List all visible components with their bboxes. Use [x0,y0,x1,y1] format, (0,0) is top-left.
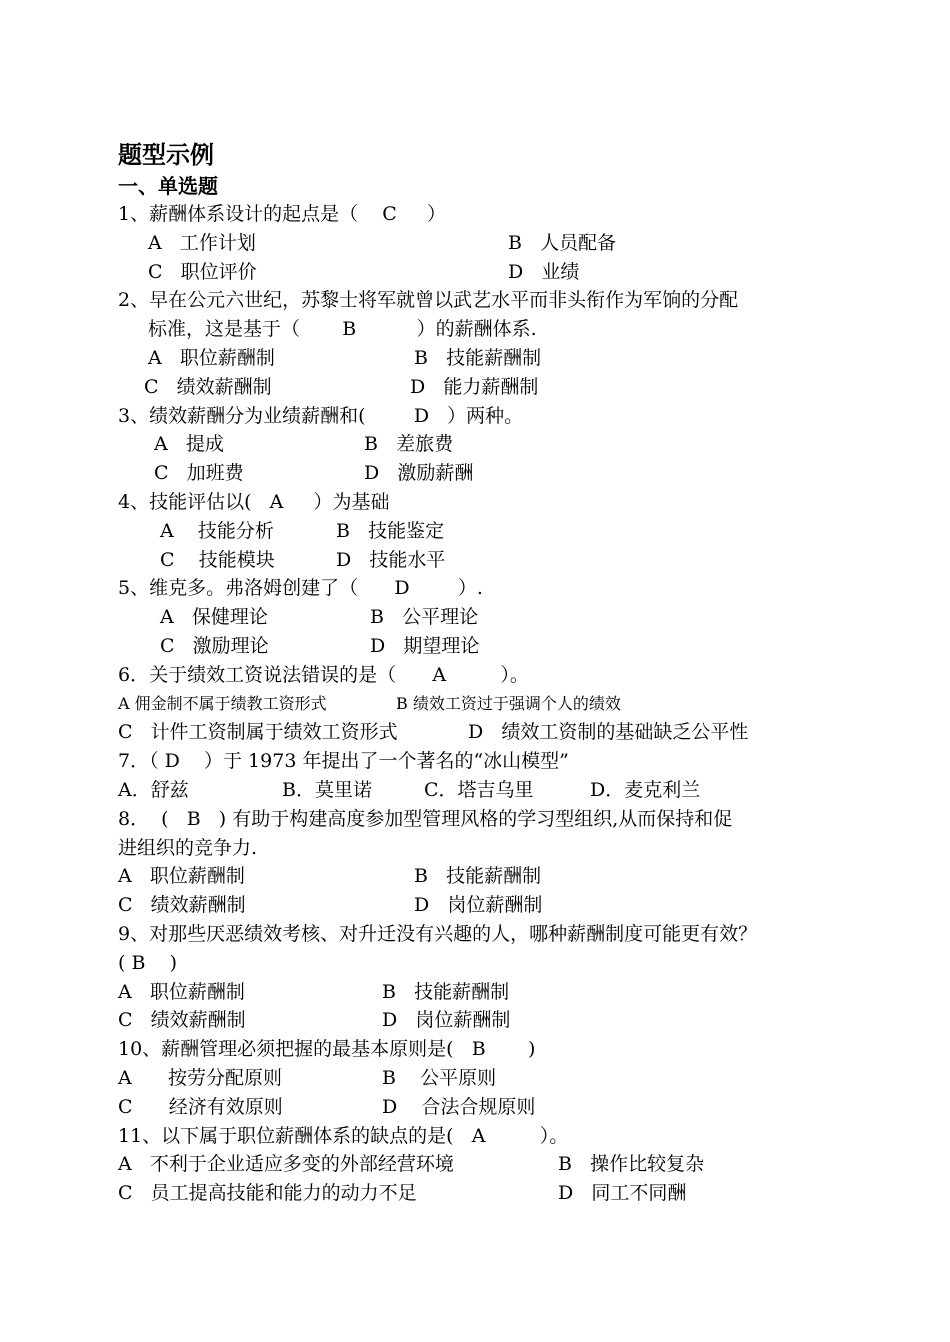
options-row [118,258,878,287]
question-block [118,574,878,660]
question-list [118,200,878,1208]
option-text: B 技能薪酬制 [414,346,542,369]
option-text: D 业绩 [508,260,580,283]
option-text: B 公平原则 [382,1066,497,1089]
options-row [118,603,878,632]
options-row [118,1093,878,1122]
question-block [118,920,878,1035]
option-text: C．塔吉乌里 [424,778,534,801]
option-text: B．莫里诺 [282,778,372,801]
option-text: A 提成 [154,433,224,456]
option-text: A 保健理论 [160,606,268,629]
question-stem: 2、早在公元六世纪，苏黎士将军就曾以武艺水平而非头衔作为军饷的分配 [118,289,739,312]
option-text: C 计件工资制属于绩效工资形式 [118,721,398,744]
option-text: B 人员配备 [508,231,617,254]
option-text: A 职位薪酬制 [148,346,275,369]
option-text: C 职位评价 [148,260,257,283]
option-text: D 激励薪酬 [364,462,474,485]
options-row [118,430,878,459]
option-text: D 绩效工资制的基础缺乏公平性 [468,721,749,744]
option-text: B 技能薪酬制 [382,980,510,1003]
question-block [118,1035,878,1121]
option-text: D．麦克利兰 [590,778,701,801]
option-text: A 职位薪酬制 [118,865,245,888]
options-row [118,344,878,373]
options-row [118,776,878,805]
question-stem: 11、以下属于职位薪酬体系的缺点的是( A ）。 [118,1124,569,1147]
option-text: D 合法合规原则 [382,1095,536,1118]
options-row [118,1064,878,1093]
doc-title: 题型示例 [118,141,214,169]
question-block [118,200,878,286]
option-text: C 技能模块 [160,548,275,571]
option-text: D 技能水平 [336,548,446,571]
question-stem: 5、维克多。弗洛姆创建了（ D ）. [118,577,483,600]
section-heading: 一、单选题 [118,174,218,198]
options-row [118,459,878,488]
option-text: A 佣金制不属于绩教工资形式 [118,693,327,713]
options-row [118,1179,878,1208]
question-stem: 8． ( B ) 有助于构建高度参加型管理风格的学习型组织,从而保持和促 [118,807,733,830]
question-block [118,402,878,488]
option-text: B 操作比较复杂 [558,1153,705,1176]
option-text: A 不利于企业适应多变的外部经营环境 [118,1153,454,1176]
option-text: A．舒兹 [118,778,189,801]
question-stem: 6．关于绩效工资说法错误的是（ A ）。 [118,663,529,686]
question-block [118,286,878,401]
options-row [118,862,878,891]
options-row [118,1150,878,1179]
option-text: D 岗位薪酬制 [414,894,543,917]
option-text: B 绩效工资过于强调个人的绩效 [396,693,621,713]
option-text: C 绩效薪酬制 [118,894,246,917]
question-stem: 7．（ D ）于 1973 年提出了一个著名的“冰山模型” [118,750,569,773]
options-row [118,546,878,575]
option-text: B 公平理论 [370,606,479,629]
options-row [118,891,878,920]
question-block [118,488,878,574]
options-row [118,690,878,719]
question-block [118,747,878,805]
option-text: C 员工提高技能和能力的动力不足 [118,1182,417,1205]
options-row [118,632,878,661]
option-text: C 经济有效原则 [118,1095,283,1118]
option-text: B 技能薪酬制 [414,865,542,888]
option-text: B 差旅费 [364,433,454,456]
options-row [118,718,878,747]
options-row [118,517,878,546]
question-stem: 4、技能评估以( A ）为基础 [118,490,390,513]
question-stem: 10、薪酬管理必须把握的最基本原则是( B ) [118,1038,536,1061]
options-row [118,978,878,1007]
question-block [118,661,878,747]
option-text: A 职位薪酬制 [118,980,245,1003]
option-text: D 期望理论 [370,634,480,657]
options-row [118,373,878,402]
option-text: D 能力薪酬制 [410,375,539,398]
document-page [118,138,878,1208]
option-text: D 岗位薪酬制 [382,1009,511,1032]
option-text: B 技能鉴定 [336,519,445,542]
option-text: C 绩效薪酬制 [118,1009,246,1032]
option-text: D 同工不同酬 [558,1182,687,1205]
option-text: C 激励理论 [160,634,269,657]
option-text: C 加班费 [154,462,244,485]
question-stem: 1、薪酬体系设计的起点是（ C ） [118,203,446,225]
question-stem: 3、绩效薪酬分为业绩薪酬和( D ）两种。 [118,404,524,427]
question-stem-continued: 进组织的竞争力. [118,836,258,859]
options-row [118,1006,878,1035]
options-row [118,229,878,258]
question-block [118,805,878,920]
question-stem-continued: 标准，这是基于（ B ）的薪酬体系. [148,318,537,341]
question-block [118,1122,878,1208]
option-text: A 技能分析 [160,519,274,542]
option-text: C 绩效薪酬制 [144,375,272,398]
question-stem: 9、对那些厌恶绩效考核、对升迁没有兴趣的人，哪种薪酬制度可能更有效？ [118,922,758,945]
option-text: A 工作计划 [148,231,256,254]
option-text: A 按劳分配原则 [118,1066,282,1089]
question-stem-continued: ( B ) [118,951,177,974]
